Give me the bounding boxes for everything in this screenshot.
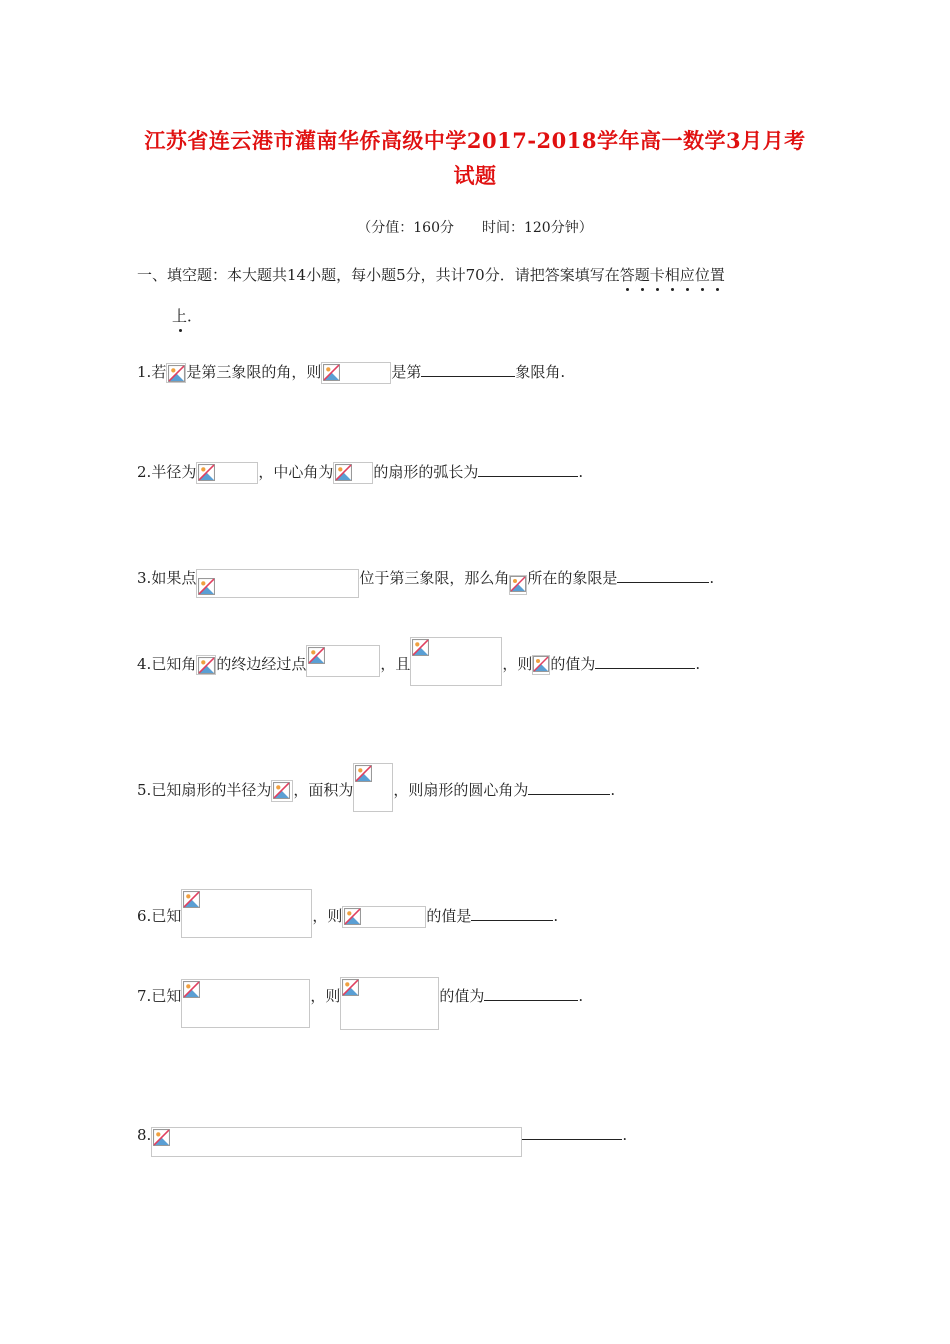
emphasis-char: 上 [172,307,188,325]
question-text: . [578,987,584,1005]
question-text: 的值为 [439,987,485,1005]
answer-blank[interactable] [522,1125,622,1140]
question-number: 7. [137,987,152,1005]
question-text: 的值是 [426,907,472,925]
formula-image [181,889,312,938]
question-text: 所在的象限是 [527,569,618,587]
question-text: 如果点 [151,569,197,587]
question-text: ，则 [502,655,533,673]
formula-image [306,645,380,677]
emphasis-char: 置 [709,266,725,284]
section-heading-continued [172,305,202,326]
question-text: . [622,1126,628,1144]
question-text: . [695,655,701,673]
question-text: ，则 [310,987,341,1005]
question-text: 已知 [151,987,182,1005]
formula-image [321,362,391,384]
question-6 [137,905,558,938]
formula-image [532,655,550,675]
question-text: 位于第三象限，那么角 [359,569,510,587]
broken-image-icon [323,364,340,381]
formula-image [196,655,216,675]
question-text: . [553,907,559,925]
broken-image-icon [344,908,361,925]
question-text: 是第三象限的角，则 [186,363,322,381]
answer-blank[interactable] [471,906,553,921]
emphasis-char: 卡 [649,266,665,284]
broken-image-icon [510,576,526,592]
question-number: 3. [137,569,152,587]
question-text: ，且 [380,655,411,673]
broken-image-icon [342,979,359,996]
answer-blank[interactable] [617,568,709,583]
question-text: ，面积为 [293,781,354,799]
emphasis-char: 答 [619,266,635,284]
question-text: ，中心角为 [258,463,334,481]
formula-image [151,1127,522,1157]
question-5 [137,779,615,812]
broken-image-icon [412,639,429,656]
broken-image-icon [198,578,215,595]
broken-image-icon [335,464,352,481]
question-number: 8. [137,1126,152,1144]
formula-image [509,575,527,595]
broken-image-icon [533,656,549,672]
emphasis-char: 应 [679,266,695,284]
answer-blank[interactable] [484,986,578,1001]
formula-image [196,569,359,598]
question-text: 的扇形的弧长为 [373,463,479,481]
question-text: 象限角. [515,363,566,381]
broken-image-icon [355,765,372,782]
question-number: 2. [137,463,152,481]
answer-blank[interactable] [421,362,515,377]
question-text: 已知扇形的半径为 [151,781,272,799]
question-1 [137,361,565,384]
broken-image-icon [273,782,290,799]
question-text: ，则扇形的圆心角为 [393,781,529,799]
broken-image-icon [183,891,200,908]
question-text: 的终边经过点 [216,655,307,673]
section-heading-text: 一、填空题：本大题共14小题，每小题5分，共计70分．请把答案填写在 [137,266,620,284]
emphasis-char: 题 [634,266,650,284]
answer-blank[interactable] [528,780,610,795]
question-text: 半径为 [151,463,197,481]
broken-image-icon [183,981,200,998]
broken-image-icon [308,647,325,664]
document-title-line2: 试题 [453,163,497,188]
document-title-line1: 江苏省连云港市灌南华侨高级中学2017-2018学年高一数学3月月考 [144,128,806,153]
question-8 [137,1125,627,1157]
question-text: 是第 [391,363,422,381]
formula-image [342,906,426,928]
answer-blank[interactable] [595,654,695,669]
formula-image [333,462,373,484]
formula-image [410,637,502,686]
question-number: 4. [137,655,152,673]
formula-image [196,462,258,484]
broken-image-icon [198,657,215,674]
formula-image [340,977,439,1030]
question-text: 若 [151,363,167,381]
question-7 [137,985,583,1030]
question-number: 5. [137,781,152,799]
formula-image [166,363,186,383]
question-text: 已知角 [151,655,197,673]
answer-blank[interactable] [478,462,578,477]
question-number: 6. [137,907,152,925]
question-text: 已知 [151,907,182,925]
question-text: ，则 [312,907,343,925]
exam-info: （分值：160分 时间：120分钟） [357,220,593,236]
formula-image [271,780,293,802]
question-text: . [709,569,715,587]
broken-image-icon [198,464,215,481]
question-number: 1. [137,363,152,381]
section-heading [137,264,725,285]
emphasis-char: 相 [664,266,680,284]
broken-image-icon [153,1129,170,1146]
formula-image [353,763,393,812]
emphasis-char: 位 [694,266,710,284]
question-text: . [578,463,584,481]
question-text: . [610,781,616,799]
question-4 [137,653,700,686]
question-3 [137,567,714,598]
section-heading-end: ． [187,307,203,325]
question-2 [137,461,583,484]
broken-image-icon [168,365,185,382]
formula-image [181,979,310,1028]
question-text: 的值为 [550,655,596,673]
